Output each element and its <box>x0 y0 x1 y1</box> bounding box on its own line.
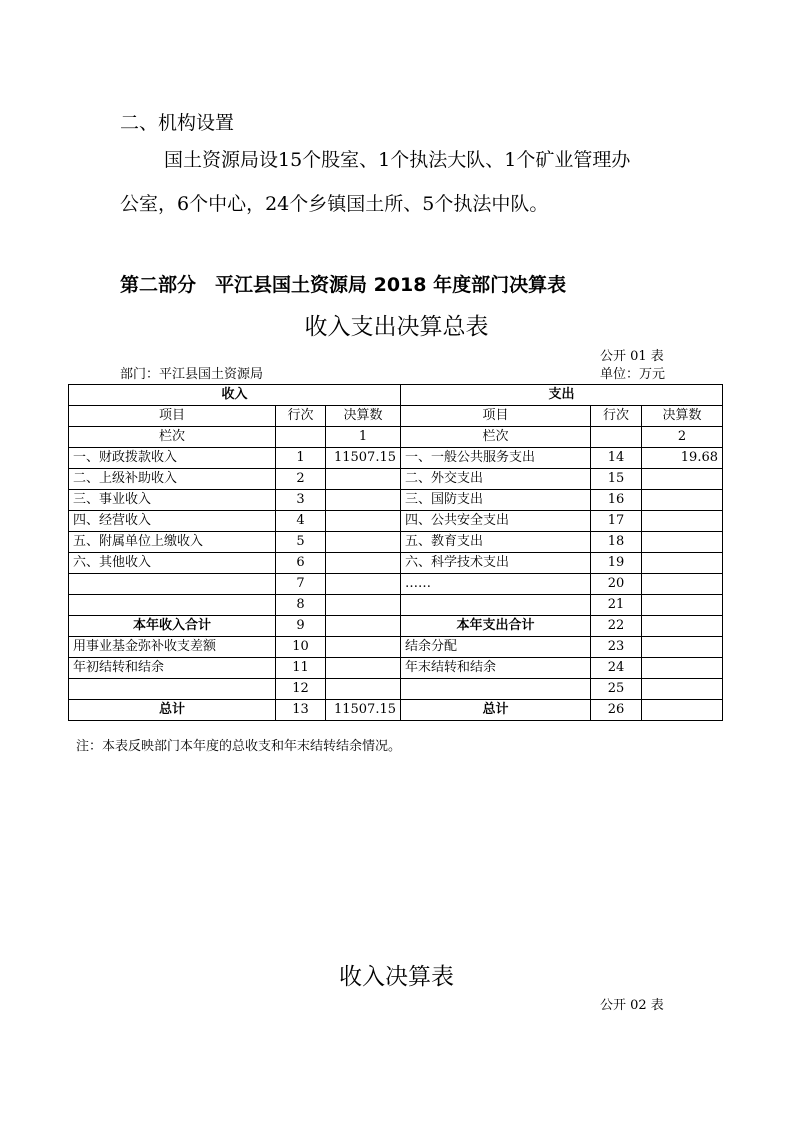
income-row-no-cell: 12 <box>276 679 326 700</box>
income-amount-cell <box>326 595 401 616</box>
table-row <box>69 448 723 469</box>
income-item-cell <box>69 595 276 616</box>
expense-amount-cell <box>642 637 723 658</box>
income-item-cell: 二、上级补助收入 <box>69 469 276 490</box>
table2-code: 公开 02 表 <box>600 998 664 1013</box>
table1-code: 公开 01 表 <box>600 349 664 364</box>
income-item-cell: 三、事业收入 <box>69 490 276 511</box>
col-amount-income: 决算数 <box>326 406 401 427</box>
income-item-cell: 本年收入合计 <box>69 616 276 637</box>
income-amount-cell <box>326 658 401 679</box>
col-index-empty <box>591 427 642 448</box>
table-group-header <box>69 385 723 406</box>
expense-item-cell: 总计 <box>401 700 591 721</box>
section-title: 二、机构设置 <box>120 112 235 134</box>
expense-item-cell: 三、国防支出 <box>401 490 591 511</box>
expense-amount-cell <box>642 616 723 637</box>
income-amount-cell <box>326 469 401 490</box>
income-row-no-cell: 6 <box>276 553 326 574</box>
income-amount-cell <box>326 637 401 658</box>
expense-amount-cell <box>642 679 723 700</box>
income-item-cell: 一、财政拨款收入 <box>69 448 276 469</box>
expense-amount-cell <box>642 658 723 679</box>
table-row <box>69 469 723 490</box>
income-row-no-cell: 8 <box>276 595 326 616</box>
expense-item-cell: …… <box>401 574 591 595</box>
expense-amount-cell <box>642 553 723 574</box>
part-title: 第二部分 平江县国土资源局 2018 年度部门决算表 <box>120 274 567 296</box>
income-row-no-cell: 4 <box>276 511 326 532</box>
expense-amount-cell <box>642 595 723 616</box>
table-row <box>69 595 723 616</box>
table-row <box>69 490 723 511</box>
expense-amount-cell <box>642 490 723 511</box>
expense-row-no-cell: 20 <box>591 574 642 595</box>
expense-amount-cell: 19.68 <box>642 448 723 469</box>
expense-row-no-cell: 16 <box>591 490 642 511</box>
income-amount-cell <box>326 616 401 637</box>
income-item-cell <box>69 574 276 595</box>
income-row-no-cell: 13 <box>276 700 326 721</box>
expense-item-cell: 一、一般公共服务支出 <box>401 448 591 469</box>
income-row-no-cell: 10 <box>276 637 326 658</box>
expense-item-cell: 结余分配 <box>401 637 591 658</box>
income-expense-table <box>68 384 723 721</box>
col-index-income: 1 <box>326 427 401 448</box>
income-item-cell <box>69 679 276 700</box>
expense-item-cell: 五、教育支出 <box>401 532 591 553</box>
expense-item-cell: 二、外交支出 <box>401 469 591 490</box>
expense-item-cell <box>401 595 591 616</box>
table2-title: 收入决算表 <box>339 964 454 990</box>
expense-header: 支出 <box>401 385 723 406</box>
expense-row-no-cell: 18 <box>591 532 642 553</box>
table-row <box>69 658 723 679</box>
expense-row-no-cell: 21 <box>591 595 642 616</box>
income-amount-cell <box>326 490 401 511</box>
expense-row-no-cell: 26 <box>591 700 642 721</box>
expense-amount-cell <box>642 469 723 490</box>
expense-item-cell: 四、公共安全支出 <box>401 511 591 532</box>
income-row-no-cell: 1 <box>276 448 326 469</box>
income-item-cell: 四、经营收入 <box>69 511 276 532</box>
income-amount-cell: 11507.15 <box>326 700 401 721</box>
expense-row-no-cell: 23 <box>591 637 642 658</box>
income-amount-cell <box>326 532 401 553</box>
expense-amount-cell <box>642 574 723 595</box>
table-row <box>69 532 723 553</box>
expense-item-cell: 年末结转和结余 <box>401 658 591 679</box>
expense-row-no-cell: 14 <box>591 448 642 469</box>
income-item-cell: 六、其他收入 <box>69 553 276 574</box>
income-item-cell: 五、附属单位上缴收入 <box>69 532 276 553</box>
org-paragraph-line1: 国土资源局设15个股室、1个执法大队、1个矿业管理办 <box>164 149 631 171</box>
department-label: 部门：平江县国土资源局 <box>120 367 264 382</box>
income-row-no-cell: 7 <box>276 574 326 595</box>
income-amount-cell <box>326 679 401 700</box>
expense-amount-cell <box>642 700 723 721</box>
col-row-expense: 行次 <box>591 406 642 427</box>
table-column-index-row <box>69 427 723 448</box>
table-column-header <box>69 406 723 427</box>
table-row <box>69 679 723 700</box>
col-index-label-expense: 栏次 <box>401 427 591 448</box>
expense-row-no-cell: 17 <box>591 511 642 532</box>
income-item-cell: 年初结转和结余 <box>69 658 276 679</box>
income-item-cell: 总计 <box>69 700 276 721</box>
col-amount-expense: 决算数 <box>642 406 723 427</box>
table-row <box>69 574 723 595</box>
col-item-expense: 项目 <box>401 406 591 427</box>
col-index-expense: 2 <box>642 427 723 448</box>
income-row-no-cell: 3 <box>276 490 326 511</box>
expense-amount-cell <box>642 532 723 553</box>
income-row-no-cell: 9 <box>276 616 326 637</box>
expense-row-no-cell: 22 <box>591 616 642 637</box>
col-index-label-income: 栏次 <box>69 427 276 448</box>
expense-item-cell: 六、科学技术支出 <box>401 553 591 574</box>
income-header: 收入 <box>69 385 401 406</box>
expense-row-no-cell: 19 <box>591 553 642 574</box>
col-row-income: 行次 <box>276 406 326 427</box>
income-amount-cell: 11507.15 <box>326 448 401 469</box>
org-paragraph-line2: 公室，6个中心，24个乡镇国土所、5个执法中队。 <box>120 193 549 215</box>
col-index-empty <box>276 427 326 448</box>
income-row-no-cell: 11 <box>276 658 326 679</box>
table-row <box>69 553 723 574</box>
expense-amount-cell <box>642 511 723 532</box>
income-amount-cell <box>326 511 401 532</box>
col-item-income: 项目 <box>69 406 276 427</box>
expense-row-no-cell: 25 <box>591 679 642 700</box>
income-row-no-cell: 5 <box>276 532 326 553</box>
table-row <box>69 637 723 658</box>
expense-row-no-cell: 15 <box>591 469 642 490</box>
table-row <box>69 616 723 637</box>
expense-row-no-cell: 24 <box>591 658 642 679</box>
table1-title: 收入支出决算总表 <box>304 314 489 340</box>
income-item-cell: 用事业基金弥补收支差额 <box>69 637 276 658</box>
income-amount-cell <box>326 553 401 574</box>
expense-item-cell: 本年支出合计 <box>401 616 591 637</box>
income-row-no-cell: 2 <box>276 469 326 490</box>
table-row <box>69 511 723 532</box>
table-note: 注：本表反映部门本年度的总收支和年末结转结余情况。 <box>76 739 402 754</box>
unit-label: 单位：万元 <box>600 367 666 382</box>
table-row <box>69 700 723 721</box>
income-amount-cell <box>326 574 401 595</box>
expense-item-cell <box>401 679 591 700</box>
